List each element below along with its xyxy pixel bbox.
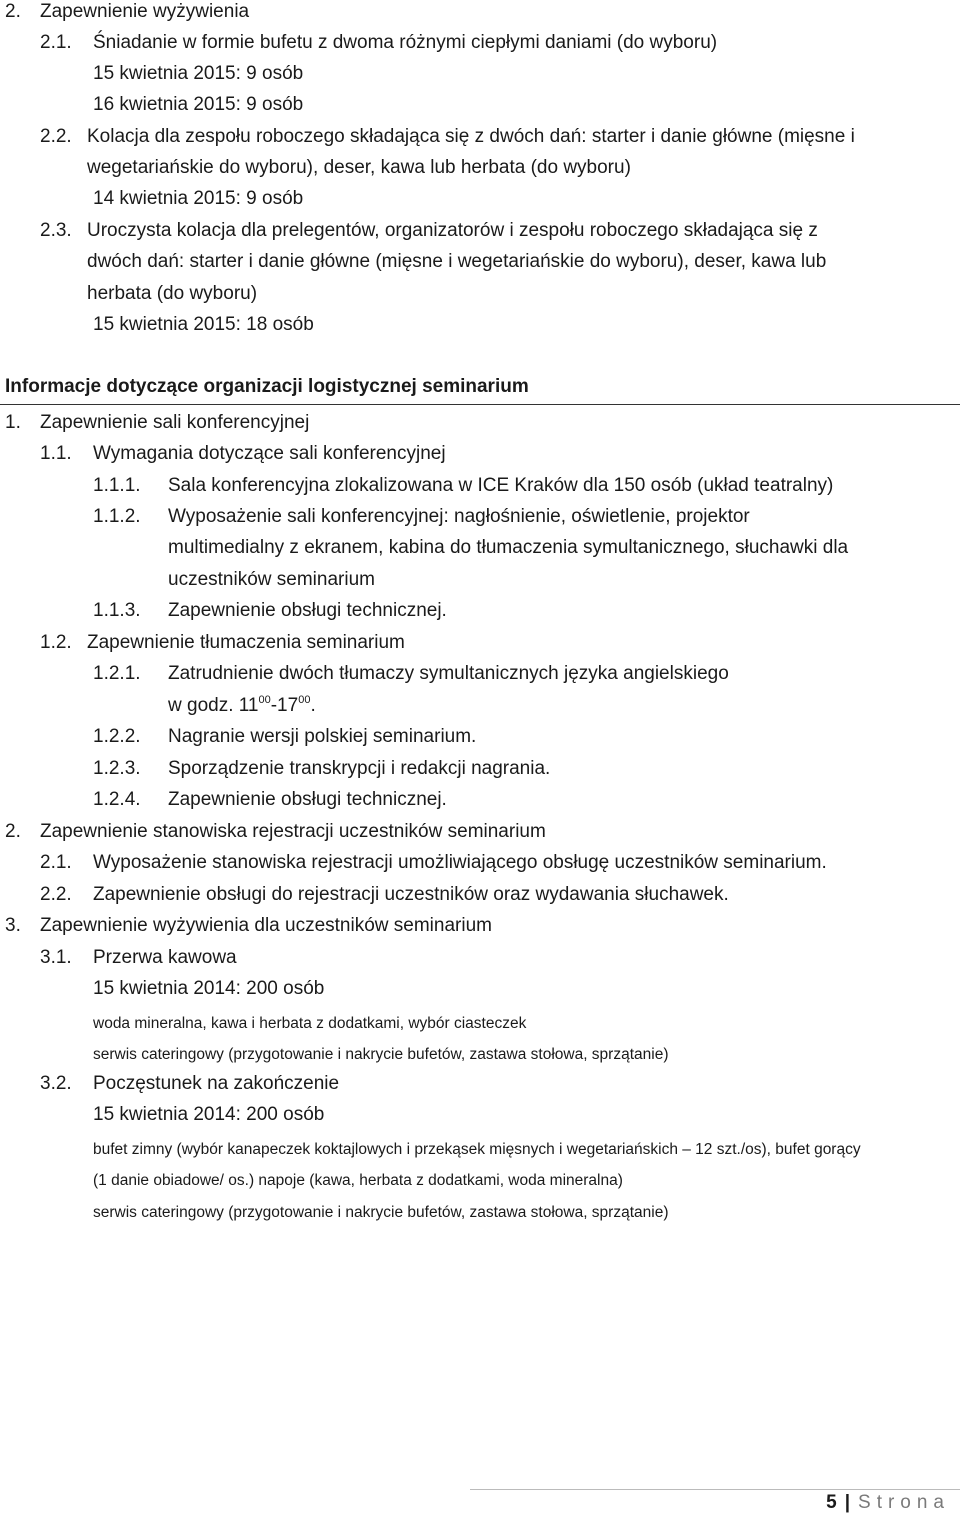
item-number: 2.1. — [40, 32, 72, 53]
item-text: herbata (do wyboru) — [87, 283, 258, 304]
item-number: 2.3. — [40, 220, 72, 241]
item-text: Sporządzenie transkrypcji i redakcji nagrania. — [168, 758, 551, 779]
hours-end: . — [310, 695, 316, 716]
item-number: 2.1. — [40, 852, 72, 873]
item-number: 1.2.3. — [93, 758, 141, 779]
item-text: Uroczysta kolacja dla prelegentów, organizatorów i zespołu roboczego składająca się z — [87, 220, 818, 241]
item-number: 1.2. — [40, 632, 72, 653]
item-number: 1.1. — [40, 443, 72, 464]
hours-sup: 00 — [258, 694, 271, 706]
item-number: 1.2.1. — [93, 663, 141, 684]
item-title: Poczęstunek na zakończenie — [93, 1073, 340, 1094]
item-title: Zapewnienie tłumaczenia seminarium — [87, 632, 405, 653]
hours-sup: 00 — [298, 694, 311, 706]
item-number: 1.1.1. — [93, 475, 141, 496]
section-title: Zapewnienie sali konferencyjnej — [40, 412, 310, 433]
item-date: 14 kwietnia 2015: 9 osób — [93, 188, 304, 209]
footer-rule — [470, 1489, 960, 1490]
item-text: multimedialny z ekranem, kabina do tłumaczenia symultanicznego, słuchawki dla — [168, 537, 849, 558]
section-title: Zapewnienie wyżywienia — [40, 1, 250, 22]
item-text: wegetariańskie do wyboru), deser, kawa lub herbata (do wyboru) — [87, 157, 631, 178]
item-text: Wyposażenie sali konferencyjnej: nagłośnienie, oświetlenie, projektor — [168, 506, 750, 527]
section-title: Zapewnienie wyżywienia dla uczestników seminarium — [40, 915, 492, 936]
page-footer — [826, 1491, 950, 1515]
item-date: 15 kwietnia 2014: 200 osób — [93, 978, 325, 999]
item-date: 15 kwietnia 2014: 200 osób — [93, 1104, 325, 1125]
item-number: 3.2. — [40, 1073, 72, 1094]
item-date: 15 kwietnia 2015: 9 osób — [93, 63, 304, 84]
section-title: Zapewnienie stanowiska rejestracji uczestników seminarium — [40, 821, 546, 842]
section-number: 2. — [5, 821, 21, 842]
section-number: 3. — [5, 915, 21, 936]
item-detail: serwis cateringowy (przygotowanie i nakrycie bufetów, zastawa stołowa, sprzątanie) — [93, 1046, 669, 1063]
item-detail: serwis cateringowy (przygotowanie i nakrycie bufetów, zastawa stołowa, sprzątanie) — [93, 1204, 669, 1221]
item-number: 2.2. — [40, 126, 72, 147]
item-text: Zapewnienie obsługi do rejestracji uczestników oraz wydawania słuchawek. — [93, 884, 729, 905]
item-number: 1.2.2. — [93, 726, 141, 747]
section-number: 2. — [5, 1, 21, 22]
hours-prefix: w godz. 11 — [168, 695, 259, 716]
page-number: 5 — [826, 1492, 837, 1513]
item-number: 3.1. — [40, 947, 72, 968]
item-detail: woda mineralna, kawa i herbata z dodatkami, wybór ciasteczek — [93, 1015, 527, 1032]
item-date: 15 kwietnia 2015: 18 osób — [93, 314, 314, 335]
item-title: Przerwa kawowa — [93, 947, 237, 968]
item-text: Wyposażenie stanowiska rejestracji umożliwiającego obsługę uczestników seminarium. — [93, 852, 827, 873]
item-text: Zapewnienie obsługi technicznej. — [168, 789, 447, 810]
item-text: Zatrudnienie dwóch tłumaczy symultanicznych języka angielskiego — [168, 663, 729, 684]
item-detail: (1 danie obiadowe/ os.) napoje (kawa, herbata z dodatkami, woda mineralna) — [93, 1172, 623, 1189]
page-label: Strona — [858, 1492, 950, 1513]
item-text: uczestników seminarium — [168, 569, 375, 590]
item-number: 2.2. — [40, 884, 72, 905]
hours-dash: -17 — [270, 695, 299, 716]
item-number: 1.1.3. — [93, 600, 141, 621]
footer-separator: | — [844, 1492, 851, 1513]
item-text: Nagranie wersji polskiej seminarium. — [168, 726, 477, 747]
item-date: 16 kwietnia 2015: 9 osób — [93, 94, 304, 115]
heading-rule — [0, 404, 960, 405]
item-number: 1.2.4. — [93, 789, 141, 810]
item-text: Zapewnienie obsługi technicznej. — [168, 600, 447, 621]
item-text: Kolacja dla zespołu roboczego składająca się z dwóch dań: starter i danie główne (mięsne i — [87, 126, 855, 147]
item-title: Wymagania dotyczące sali konferencyjnej — [93, 443, 446, 464]
page-heading: Informacje dotyczące organizacji logistycznej seminarium — [5, 376, 529, 397]
item-detail: bufet zimny (wybór kanapeczek koktajlowych i przekąsek mięsnych i wegetariańskich – 12 szt./os), bufet gorący — [93, 1141, 861, 1158]
item-text: Śniadanie w formie bufetu z dwoma różnymi ciepłymi daniami (do wyboru) — [93, 32, 718, 53]
item-text: Sala konferencyjna zlokalizowana w ICE Kraków dla 150 osób (układ teatralny) — [168, 475, 834, 496]
item-number: 1.1.2. — [93, 506, 141, 527]
item-text: dwóch dań: starter i danie główne (mięsne i wegetariańskie do wyboru), deser, kawa lub — [87, 251, 827, 272]
interpreting-hours — [168, 694, 316, 718]
section-number: 1. — [5, 412, 21, 433]
